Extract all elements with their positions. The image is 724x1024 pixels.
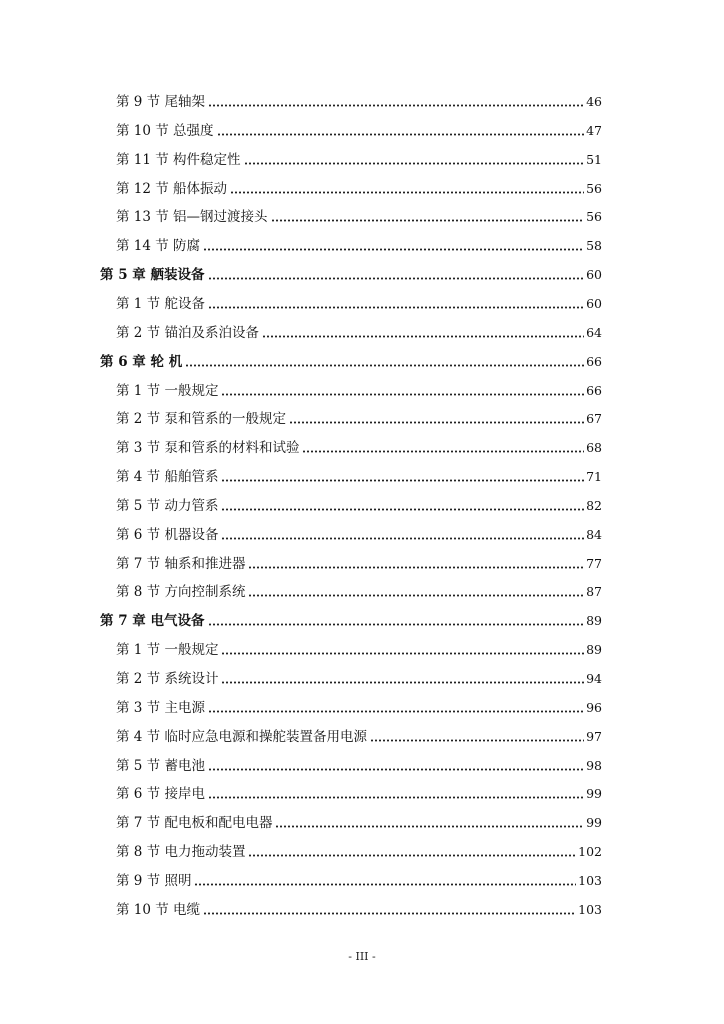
toc-entry-page: 58: [586, 238, 602, 254]
toc-entry-page: 84: [586, 526, 602, 542]
toc-section-entry: [116, 435, 602, 457]
toc-entry-label: 第 10 节 总强度: [116, 122, 214, 139]
toc-entry-page: 47: [586, 122, 602, 138]
toc-entry-label: 第 3 节 主电源: [116, 699, 205, 716]
toc-section-entry: [116, 176, 602, 198]
toc-entry-label: 第 4 节 船舶管系: [116, 469, 219, 486]
toc-entry-label: 第 7 节 轴系和推进器: [116, 555, 246, 572]
dot-leader: [194, 883, 576, 886]
toc-entry-page: 89: [586, 613, 602, 629]
dot-leader: [262, 335, 584, 338]
toc-section-entry: [116, 204, 602, 226]
toc-entry-page: 103: [578, 872, 602, 888]
toc-entry-label: 第 2 节 锚泊及系泊设备: [116, 324, 259, 341]
toc-section-entry: [116, 810, 602, 832]
dot-leader: [221, 652, 584, 655]
toc-entry-label: 第 3 节 泵和管系的材料和试验: [116, 440, 300, 457]
toc-entry-page: 67: [586, 411, 602, 427]
toc-chapter-entry: [100, 608, 602, 630]
dot-leader: [208, 104, 584, 107]
dot-leader: [221, 508, 584, 511]
toc-section-entry: [116, 897, 602, 919]
toc-section-entry: [116, 118, 602, 140]
dot-leader: [248, 594, 584, 597]
toc-entry-page: 71: [586, 469, 602, 485]
toc-section-entry: [116, 579, 602, 601]
toc-entry-page: 51: [586, 151, 602, 167]
dot-leader: [208, 710, 584, 713]
toc-entry-page: 99: [586, 786, 602, 802]
toc-section-entry: [116, 695, 602, 717]
toc-entry-page: 99: [586, 815, 602, 831]
dot-leader: [221, 681, 584, 684]
page-number-footer: - III -: [348, 950, 376, 963]
dot-leader: [217, 133, 585, 136]
dot-leader: [221, 537, 584, 540]
toc-section-entry: [116, 724, 602, 746]
toc-entry-page: 96: [586, 699, 602, 715]
toc-entry-page: 68: [586, 440, 602, 456]
toc-entry-page: 64: [586, 324, 602, 340]
dot-leader: [208, 306, 584, 309]
toc-entry-page: 94: [586, 671, 602, 686]
toc-section-entry: [116, 291, 602, 313]
toc-entry-label: 第 8 节 电力拖动装置: [116, 844, 246, 861]
toc-entry-label: 第 11 节 构件稳定性: [116, 151, 241, 168]
dot-leader: [302, 450, 584, 453]
toc-entry-page: 102: [578, 844, 602, 860]
toc-section-entry: [116, 233, 602, 255]
toc-entry-page: 97: [586, 728, 602, 744]
dot-leader: [230, 191, 584, 194]
toc-entry-label: 第 9 节 照明: [116, 872, 192, 889]
dot-leader: [185, 364, 584, 367]
dot-leader: [203, 248, 584, 251]
dot-leader: [370, 739, 584, 742]
toc-entry-label: 第 13 节 铝—钢过渡接头: [116, 209, 268, 226]
toc-entry-label: 第 4 节 临时应急电源和操舵装置备用电源: [116, 728, 367, 745]
dot-leader: [271, 219, 585, 222]
dot-leader: [275, 825, 584, 828]
dot-leader: [208, 796, 584, 799]
toc-section-entry: [116, 147, 602, 169]
toc-entry-label: 第 8 节 方向控制系统: [116, 584, 246, 601]
toc-entry-label: 第 7 节 配电板和配电电器: [116, 815, 273, 832]
dot-leader: [203, 912, 576, 915]
toc-section-entry: [116, 493, 602, 515]
toc-section-entry: [116, 522, 602, 544]
toc-entry-page: 103: [578, 901, 602, 917]
dot-leader: [208, 768, 584, 771]
toc-entry-label: 第 14 节 防腐: [116, 238, 201, 255]
toc-entry-label: 第 2 节 泵和管系的一般规定: [116, 411, 286, 428]
dot-leader: [248, 566, 584, 569]
toc-entry-label: 第 6 节 接岸电: [116, 786, 205, 803]
toc-chapter-entry: [100, 349, 602, 371]
toc-entry-label: 第 7 章 电气设备: [100, 613, 205, 630]
toc-section-entry: [116, 378, 602, 400]
toc-entry-page: 60: [586, 295, 602, 311]
toc-entry-page: 66: [586, 382, 602, 398]
toc-section-entry: [116, 666, 602, 688]
toc-section-entry: [116, 551, 602, 573]
toc-chapter-entry: [100, 262, 602, 284]
toc-entry-page: 77: [586, 555, 602, 571]
toc-entry-page: 60: [586, 267, 602, 283]
toc-entry-label: 第 5 节 动力管系: [116, 497, 219, 514]
dot-leader: [248, 854, 576, 857]
toc-entry-page: 87: [586, 584, 602, 600]
toc-entry-label: 第 1 节 一般规定: [116, 642, 219, 659]
toc-section-entry: [116, 781, 602, 803]
toc-entry-label: 第 6 章 轮 机: [100, 353, 183, 370]
toc-section-entry: [116, 637, 602, 659]
toc-section-entry: [116, 868, 602, 890]
dot-leader: [244, 162, 585, 165]
toc-section-entry: [116, 464, 602, 486]
toc-entry-label: 第 5 章 舾装设备: [100, 267, 205, 284]
toc-entry-page: 82: [586, 497, 602, 513]
toc-entry-label: 第 1 节 舵设备: [116, 295, 205, 312]
toc-entry-page: 46: [586, 94, 602, 109]
toc-entry-page: 56: [586, 209, 602, 225]
dot-leader: [208, 277, 585, 280]
dot-leader: [221, 393, 584, 396]
dot-leader: [208, 623, 585, 626]
toc-section-entry: [116, 753, 602, 775]
toc-section-entry: [116, 406, 602, 428]
toc-section-entry: [116, 89, 602, 111]
toc-entry-label: 第 1 节 一般规定: [116, 382, 219, 399]
toc-entry-page: 89: [586, 642, 602, 658]
toc-entry-label: 第 2 节 系统设计: [116, 671, 219, 687]
toc-section-entry: [116, 320, 602, 342]
toc-entry-page: 56: [586, 180, 602, 196]
toc-entry-label: 第 5 节 蓄电池: [116, 757, 205, 774]
dot-leader: [221, 479, 584, 482]
toc-entry-page: 98: [586, 757, 602, 773]
toc-entry-label: 第 10 节 电缆: [116, 901, 201, 918]
toc-entry-label: 第 12 节 船体振动: [116, 180, 228, 197]
toc-section-entry: [116, 839, 602, 861]
toc-entry-label: 第 6 节 机器设备: [116, 526, 219, 543]
toc-entry-page: 66: [586, 353, 602, 369]
toc-entry-label: 第 9 节 尾轴架: [116, 94, 205, 110]
dot-leader: [289, 421, 584, 424]
